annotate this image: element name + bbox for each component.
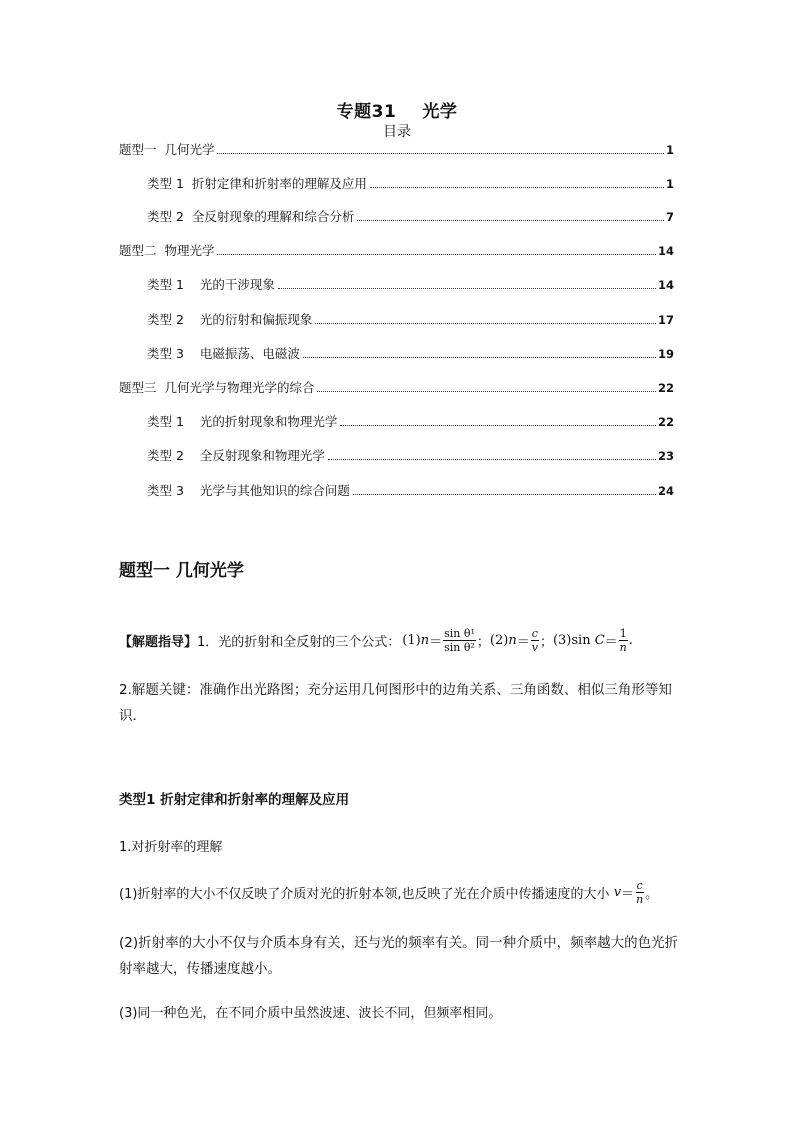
formula-1-eq: ＝ [429,635,443,650]
toc-entry-label: 类型 3 电磁振荡、电磁波 [147,346,300,361]
point-1-fraction [635,879,644,906]
toc-entry-label: 题型三 几何光学与物理光学的综合 [119,380,315,395]
toc-entry[interactable] [119,380,674,396]
toc-entry-page: 14 [657,278,674,292]
formula-1-fraction [443,627,476,654]
toc-entry-page: 1 [665,177,674,191]
formula-3-var: C [594,633,605,648]
toc-entry-label: 类型 3 光学与其他知识的综合问题 [147,483,350,498]
understanding-heading: 1.对折射率的理解 [119,840,223,855]
toc-entry-page: 22 [657,381,674,395]
formula-separator-2: ； [539,635,553,650]
toc-entry[interactable] [147,483,674,499]
toc-entry[interactable] [119,142,674,158]
formula-3-numerator: 1 [619,627,627,640]
toc-leader-dots [217,153,664,154]
toc-leader-dots [328,459,656,460]
toc-heading: 目录 [383,124,411,140]
toc-leader-dots [370,187,664,188]
formula-2-prefix: (2) [489,633,509,648]
toc-entry-page: 17 [657,313,674,327]
formula-1-numerator: sin θ¹ [444,627,475,640]
formula-1-denominator: sin θ² [444,641,475,654]
title-label: 专题31 [336,102,397,122]
formula-2-numerator: c [531,627,538,640]
point-1-denominator: n [636,893,644,906]
point-1 [119,879,658,906]
formula-3-denominator: n [619,641,627,654]
toc-leader-dots [357,220,664,221]
formula-1-var: n [420,633,430,648]
toc-entry[interactable] [147,346,674,362]
toc-entry-label: 类型 2 全反射现象和物理光学 [147,448,325,463]
formula-3-prefix: (3)sin [552,633,595,648]
toc-entry-page: 1 [665,143,674,157]
toc-entry-page: 24 [657,484,674,498]
toc-entry[interactable] [147,277,674,293]
point-1-end: 。 [645,887,659,902]
formula-3-fraction [619,627,628,654]
point-2: (2)折射率的大小不仅与介质本身有关，还与光的频率有关。同一种介质中，频率越大的色光折射率越大，传播速度越小。 [119,935,679,977]
toc-entry-page: 23 [657,449,674,463]
toc-entry-label: 类型 1 折射定律和折射率的理解及应用 [147,176,367,191]
document-title [0,97,794,122]
type-heading: 类型1 折射定律和折射率的理解及应用 [119,792,350,808]
toc-entry-page: 14 [657,244,674,258]
toc-entry-page: 22 [657,415,674,429]
toc-entry-label: 类型 1 光的折射现象和物理光学 [147,414,338,429]
formula-2-var: n [508,633,517,648]
toc-leader-dots [340,425,656,426]
toc-leader-dots [353,494,656,495]
formula-2-fraction [531,627,539,654]
toc-entry-label: 类型 2 光的衍射和偏振现象 [147,312,313,327]
section-heading: 题型一 几何光学 [119,561,244,581]
toc-entry-label: 类型 2 全反射现象的理解和综合分析 [147,209,355,224]
guide-tag: 【解题指导】 [119,635,198,650]
toc-entry[interactable] [147,414,674,430]
toc-leader-dots [278,288,656,289]
formula-separator-1: ； [476,635,490,650]
toc-entry-page: 19 [657,347,674,361]
title-topic: 光学 [422,102,458,122]
point-1-numerator: c [636,879,643,892]
toc-entry-label: 题型一 几何光学 [119,142,215,157]
formula-1-prefix: (1) [402,633,421,648]
toc-leader-dots [303,357,656,358]
point-1-var: v [613,885,622,900]
guide-intro: 1．光的折射和全反射的三个公式： [197,635,401,650]
toc-entry-label: 题型二 物理光学 [119,243,215,258]
toc-entry-page: 7 [665,210,674,224]
toc-leader-dots [317,391,656,392]
toc-entry[interactable] [119,243,674,259]
formula-2-denominator: v [531,641,538,654]
formula-end: . [628,633,633,648]
point-3: (3)同一种色光，在不同介质中虽然波速、波长不同，但频率相同。 [119,1006,502,1021]
toc-entry[interactable] [147,448,674,464]
formula-group [402,627,633,654]
toc-entry[interactable] [147,209,674,225]
key-paragraph: 2.解题关键：准确作出光路图；充分运用几何图形中的边角关系、三角函数、相似三角形等知识． [119,682,672,724]
toc-leader-dots [315,323,656,324]
formula-3-eq: ＝ [604,635,618,650]
toc-entry[interactable] [147,312,674,328]
formula-2-eq: ＝ [516,635,530,650]
point-1-text: (1)折射率的大小不仅反映了介质对光的折射本领,也反映了光在介质中传播速度的大小 [119,887,614,902]
solving-guide [119,627,633,654]
toc-leader-dots [217,254,656,255]
point-1-eq: ＝ [621,887,635,902]
toc-entry[interactable] [147,176,674,192]
toc-entry-label: 类型 1 光的干涉现象 [147,277,275,292]
